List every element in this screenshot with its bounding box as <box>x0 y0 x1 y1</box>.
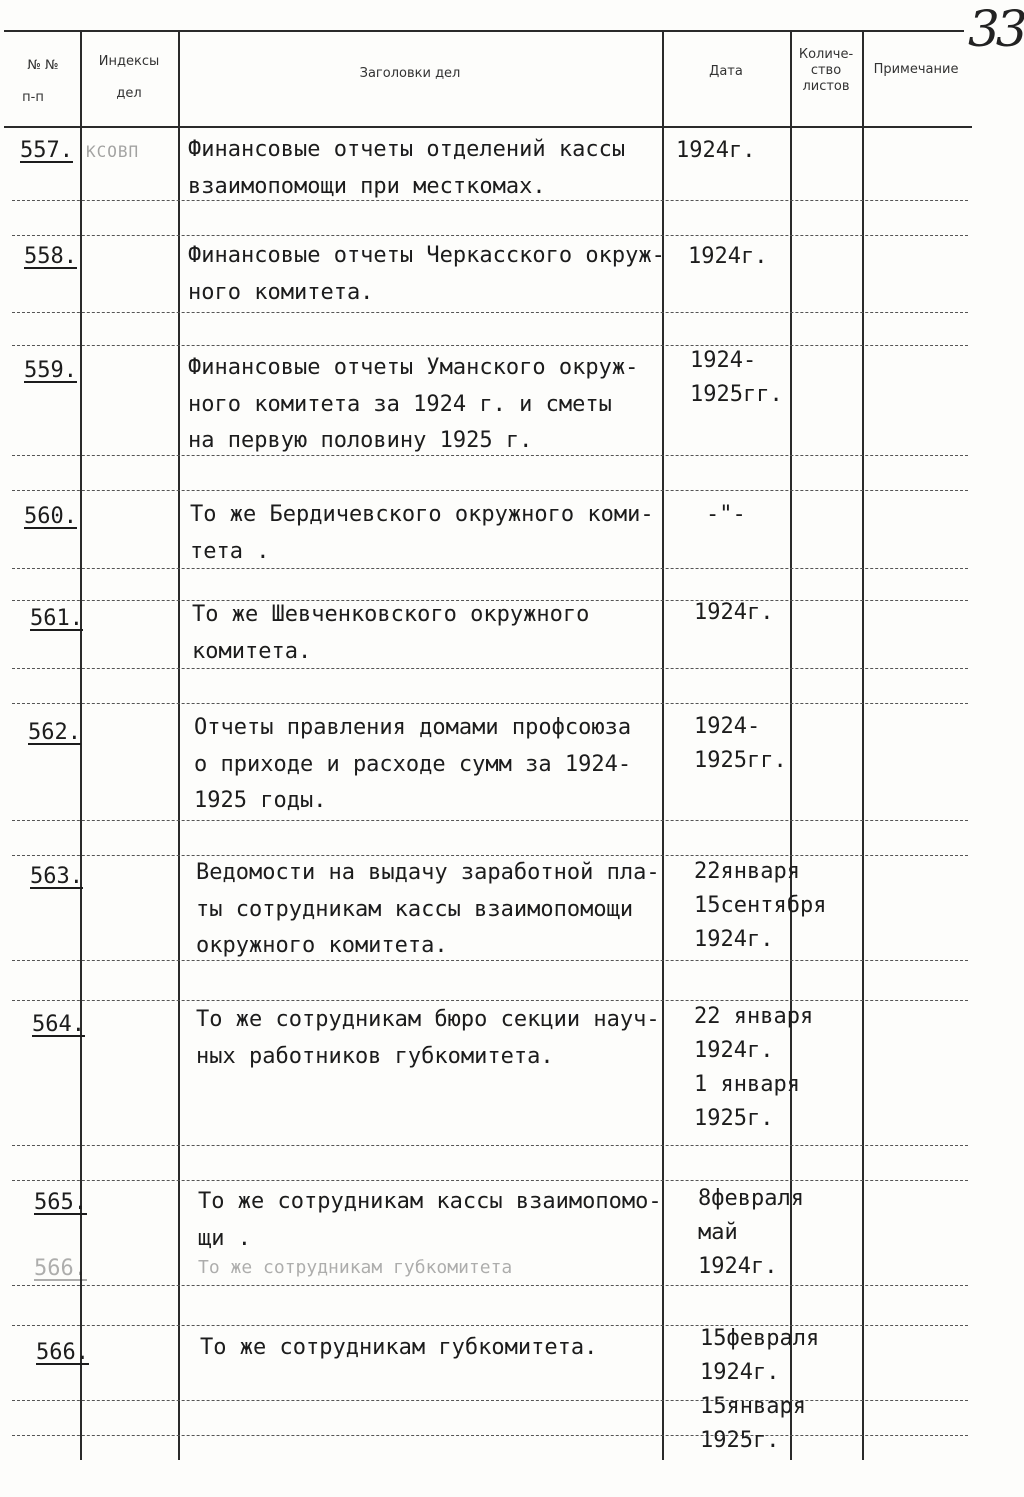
ruled-line <box>12 1325 968 1326</box>
column-divider <box>862 30 864 1460</box>
row-number: 558. <box>24 244 77 269</box>
header-date: Дата <box>709 64 743 79</box>
row-title: Финансовые отчеты отделений кассы взаимопомощи при месткомах. <box>188 137 626 199</box>
ruled-line <box>12 1180 968 1181</box>
row-date: 1924- 1925гг. <box>690 348 783 407</box>
row-title: То же сотрудникам губкомитета. <box>200 1335 598 1360</box>
ruled-line <box>12 312 968 313</box>
row-number: 566. <box>36 1340 89 1365</box>
struck-row-title: То же сотрудникам губкомитета <box>198 1257 513 1278</box>
row-number: 557. <box>20 138 73 163</box>
row-date: 1924г. <box>694 600 774 625</box>
ruled-line <box>12 703 968 704</box>
header-note: Примечание <box>873 62 959 77</box>
row-title: Отчеты правления домами профсоюза о приходе и расходе сумм за 1924- 1925 годы. <box>194 715 632 813</box>
row-number: 562. <box>28 720 81 745</box>
row-date: 15февраля 1924г. 15января 1925г. <box>700 1326 820 1453</box>
header-index: Индексы <box>98 54 160 69</box>
row-date: 22января 15сентября 1924г. <box>694 859 827 952</box>
row-title: То же Шевченковского окружного комитета. <box>192 602 590 664</box>
row-title: То же сотрудникам бюро секции науч- ных работников губкомитета. <box>196 1007 660 1069</box>
ruled-line <box>12 1145 968 1146</box>
header-sheets-1: Количе- <box>798 47 854 62</box>
row-title: Финансовые отчеты Черкасского окруж- ного комитета. <box>188 243 665 305</box>
header-num-sub: п-п <box>22 90 44 105</box>
struck-row-number: 566. <box>34 1256 87 1281</box>
row-date: 8февраля май 1924г. <box>698 1186 804 1279</box>
header-title: Заголовки дел <box>359 66 461 81</box>
row-number: 561. <box>30 606 83 631</box>
header-sheets-3: листов <box>802 79 850 94</box>
row-number: 564. <box>32 1012 85 1037</box>
row-title: Финансовые отчеты Уманского окруж- ного комитета за 1924 г. и сметы на первую половину 1925 г. <box>188 355 639 453</box>
ruled-line <box>12 1000 968 1001</box>
row-date: -"- <box>706 502 746 527</box>
column-divider <box>80 30 82 1460</box>
ruled-line <box>12 490 968 491</box>
row-date: 1924г. <box>688 244 768 269</box>
row-date: 22 января 1924г. 1 января 1925г. <box>694 1004 814 1131</box>
row-title: Ведомости на выдачу заработной пла- ты сотрудникам кассы взаимопомощи окружного комитета. <box>196 860 660 958</box>
row-date: 1924- 1925гг. <box>694 714 787 773</box>
header-sheets-2: ство <box>810 63 842 78</box>
ruled-line <box>12 820 968 821</box>
row-date: 1924г. <box>676 138 756 163</box>
ruled-line <box>12 345 968 346</box>
row-number: 560. <box>24 504 77 529</box>
row-number: 559. <box>24 358 77 383</box>
header-top-rule <box>4 30 964 32</box>
row-title: То же Бердичевского окружного коми- тета . <box>190 502 654 564</box>
header-num: № № <box>27 58 59 73</box>
column-divider <box>178 30 180 1460</box>
page-number: 33 <box>968 0 1024 58</box>
row-title: То же сотрудникам кассы взаимопомо- щи . <box>198 1189 662 1251</box>
row-index: КСОВП <box>86 142 140 161</box>
header-index-sub: дел <box>116 86 142 101</box>
row-number: 563. <box>30 864 83 889</box>
ruled-line <box>12 1400 968 1401</box>
header-bottom-rule <box>4 126 972 128</box>
ruled-line <box>12 235 968 236</box>
ruled-line <box>12 1435 968 1436</box>
row-number: 565. <box>34 1190 87 1215</box>
